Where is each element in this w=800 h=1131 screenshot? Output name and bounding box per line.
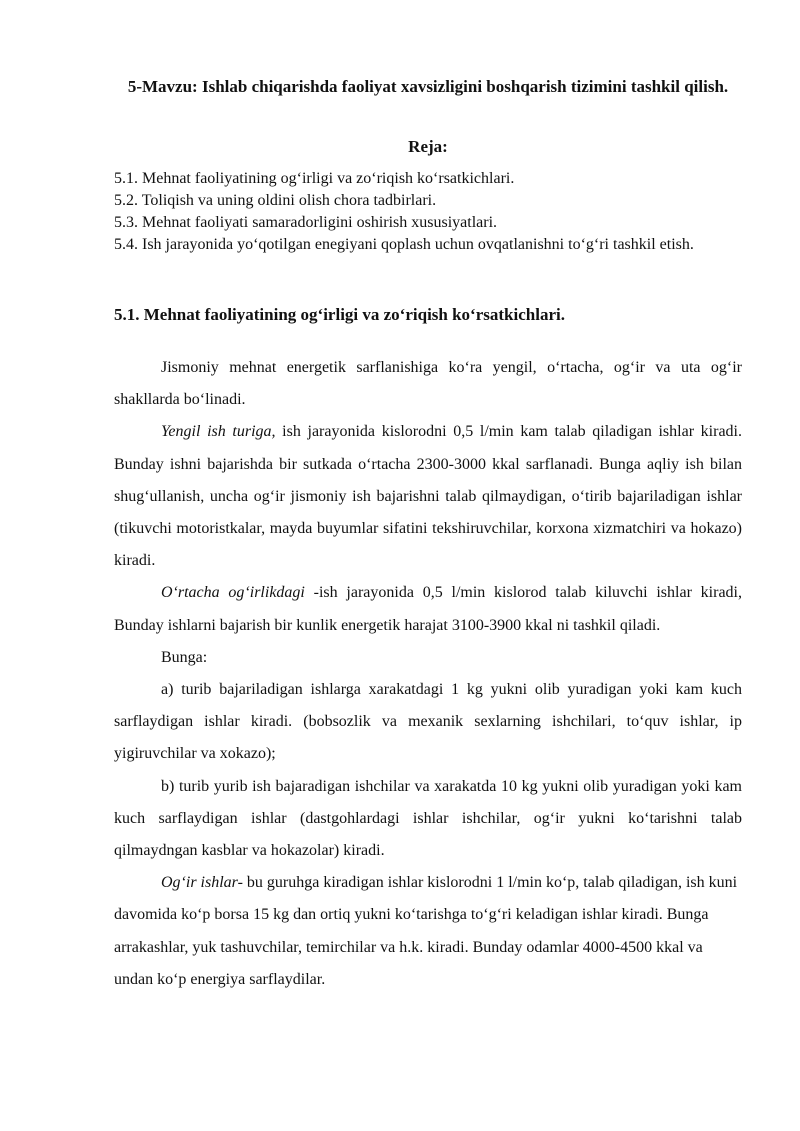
section-heading: 5.1. Mehnat faoliyatining og‘irligi va zo‘riqish ko‘rsatkichlari. [114,305,565,324]
paragraph [114,416,742,577]
document-title: 5-Mavzu: Ishlab chiqarishda faoliyat xavsizligini boshqarish tizimini tashkil qilish. [127,77,729,96]
paragraph: Jismoniy mehnat energetik sarflanishiga ko‘ra yengil, o‘rtacha, og‘ir va uta og‘ir shakllarda bo‘linadi. [114,359,742,409]
plan-item: 5.2. Toliqish va uning oldini olish chora tadbirlari. [114,192,437,209]
term-light-work: Yengil ish turiga, [161,423,276,441]
body-text [114,352,742,996]
term-heavy-work: Og‘ir ishlar- [161,874,243,892]
paragraph-text: bu guruhga kiradigan ishlar kislorodni 1 l/min ko‘p, talab qiladigan, ish kuni davomida ko‘p borsa 15 kg dan ortiq yukni ko‘tarishga to‘g‘ri keladigan ishlar kiradi. Bunga arrakashlar, yuk tashuvchilar, temirchilar va h.k. kiradi. Bunday odamlar 4000-4500 kkal va undan ko‘p energiya sarflaydilar. [114,874,738,988]
paragraph [114,867,742,996]
plan-heading: Reja: [408,137,448,156]
paragraph-text: ish jarayonida kislorodni 0,5 l/min kam talab qiladigan ishlar kiradi. Bunday ishni bajarishda bir sutkada o‘rtacha 2300-3000 kkal sarflanadi. Bunga aqliy ish bilan shug‘ullanish, uncha og‘ir jismoniy ish bajarishni talab qilmaydigan, o‘tirib bajariladigan ishlar (tikuvchi motoristkalar, mayda buyumlar sifatini tekshiruvchilar, korxona xizmatchiri va hokazo) kiradi. [114,423,742,570]
paragraph: a) turib bajariladigan ishlarga xarakatdagi 1 kg yukni olib yuradigan yoki kam kuch sarflaydigan ishlar kiradi. (bobsozlik va mexanik sexlarning ishchilari, to‘quv ishlar, ip yigiruvchilar va xokazo); [114,681,742,763]
term-medium-work: O‘rtacha og‘irlikdagi [161,584,305,602]
paragraph-text: -ish jarayonida 0,5 l/min kislorod talab kiluvchi ishlar kiradi, Bunday ishlarni bajarish bir kunlik energetik harajat 3100-3900 kkal ni tashkil qiladi. [114,584,742,634]
plan-list [114,168,742,256]
plan-item: 5.1. Mehnat faoliyatining og‘irligi va zo‘riqish ko‘rsatkichlari. [114,170,515,187]
plan-item: 5.3. Mehnat faoliyati samaradorligini oshirish xususiyatlari. [114,214,498,231]
plan-item: 5.4. Ish jarayonida yo‘qotilgan enegiyani qoplash uchun ovqatlanishni to‘g‘ri tashkil etish. [114,236,694,253]
paragraph: Bunga: [161,648,208,666]
paragraph [114,577,742,641]
paragraph: b) turib yurib ish bajaradigan ishchilar va xarakatda 10 kg yukni olib yuradigan yoki kam kuch sarflaydigan ishlar (dastgohlardagi ishlar ishchilar, og‘ir yukni ko‘tarishni talab qilmaydngan kasblar va hokazolar) kiradi. [114,777,742,860]
